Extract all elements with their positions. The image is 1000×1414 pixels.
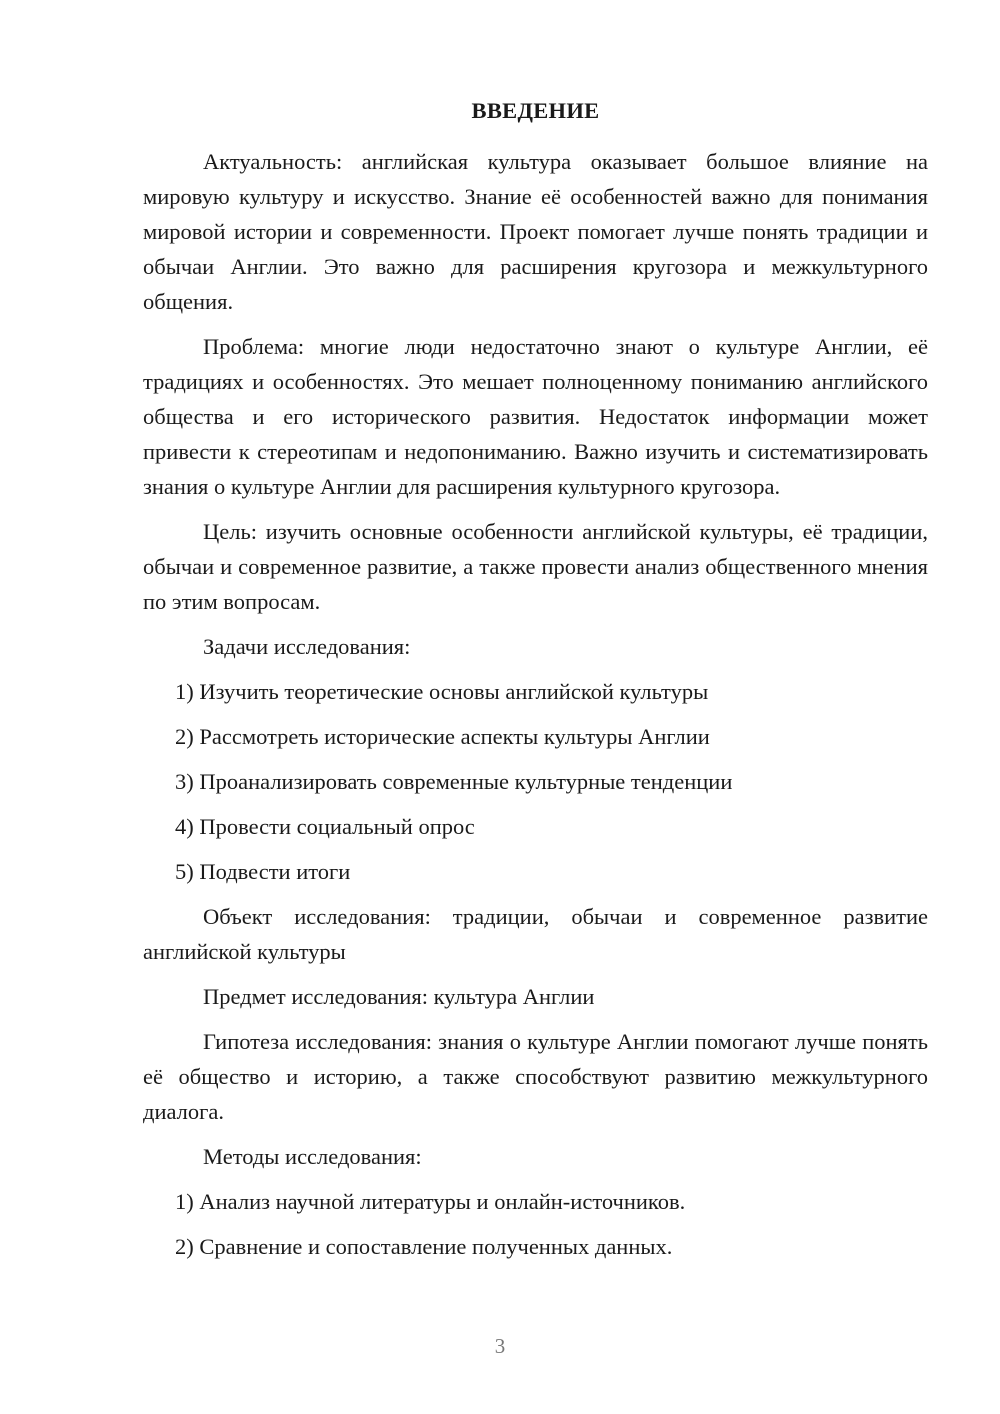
section-title: ВВЕДЕНИЕ bbox=[471, 98, 600, 123]
document-page bbox=[143, 96, 928, 1274]
methods-list bbox=[143, 1184, 928, 1264]
list-item: 1) Анализ научной литературы и онлайн-источников. bbox=[175, 1189, 686, 1214]
subject-paragraph: Предмет исследования: культура Англии bbox=[203, 984, 595, 1009]
tasks-heading: Задачи исследования: bbox=[203, 634, 411, 659]
list-item: 1) Изучить теоретические основы английской культуры bbox=[175, 679, 709, 704]
problem-paragraph: Проблема: многие люди недостаточно знают о культуре Англии, её традициях и особенностях. Это мешает полноценному пониманию английского общества и его исторического развития. Недостаток информации может привести к стереотипам и недопониманию. Важно изучить и систематизировать знания о культуре Англии для расширения культурного кругозора. bbox=[143, 334, 928, 499]
object-paragraph: Объект исследования: традиции, обычаи и современное развитие английской культуры bbox=[143, 904, 928, 964]
goal-paragraph: Цель: изучить основные особенности английской культуры, её традиции, обычаи и современное развитие, а также провести анализ общественного мнения по этим вопросам. bbox=[143, 519, 928, 614]
methods-heading: Методы исследования: bbox=[203, 1144, 422, 1169]
list-item: 2) Сравнение и сопоставление полученных данных. bbox=[175, 1234, 673, 1259]
tasks-list bbox=[143, 674, 928, 889]
list-item: 4) Провести социальный опрос bbox=[175, 814, 475, 839]
list-item: 3) Проанализировать современные культурные тенденции bbox=[175, 769, 733, 794]
list-item: 2) Рассмотреть исторические аспекты культуры Англии bbox=[175, 724, 710, 749]
list-item: 5) Подвести итоги bbox=[175, 859, 351, 884]
relevance-paragraph: Актуальность: английская культура оказывает большое влияние на мировую культуру и искусство. Знание её особенностей важно для понимания мировой истории и современности. Проект помогает лучше понять традиции и обычаи Англии. Это важно для расширения кругозора и межкультурного общения. bbox=[143, 149, 928, 314]
page-number: 3 bbox=[494, 1334, 506, 1358]
hypothesis-paragraph: Гипотеза исследования: знания о культуре Англии помогают лучше понять её общество и историю, а также способствуют развитию межкультурного диалога. bbox=[143, 1029, 928, 1124]
